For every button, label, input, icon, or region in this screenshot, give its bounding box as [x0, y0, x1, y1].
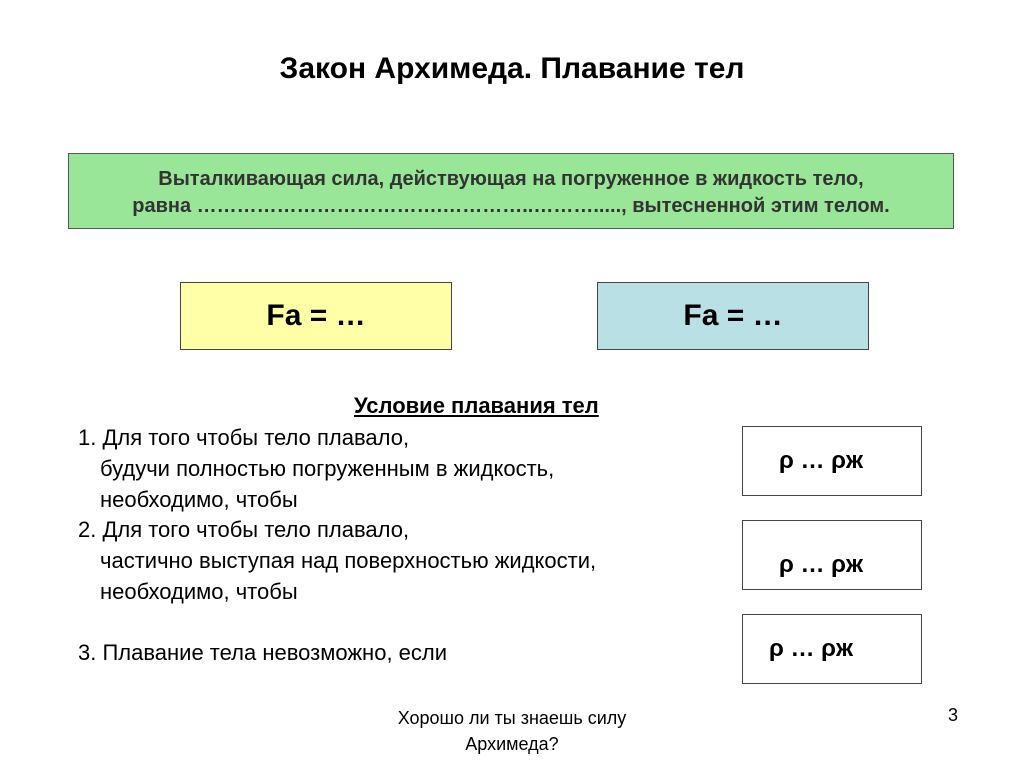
footer-line-1: Хорошо ли ты знаешь силу — [397, 708, 627, 728]
law-statement-line-1: Выталкивающая сила, действующая на погруженное в жидкость тело, — [158, 168, 864, 190]
condition-1-line-3: необходимо, чтобы — [100, 487, 298, 512]
formula-box-left — [180, 282, 452, 350]
law-statement-line-2: равна ……………………………….…………..………....., вытесненной этим телом. — [132, 195, 890, 217]
condition-1-line-2: будучи полностью погруженным в жидкость, — [100, 456, 555, 481]
answer-1-text: ρ … ρж — [779, 447, 864, 474]
condition-1-line-1: 1. Для того чтобы тело плавало, — [78, 425, 410, 450]
condition-2-line-3: необходимо, чтобы — [100, 579, 298, 604]
condition-2-line-1: 2. Для того чтобы тело плавало, — [78, 517, 410, 542]
law-statement-box — [68, 153, 954, 229]
formula-left-text: Fa = … — [266, 299, 366, 332]
formula-right-text: Fa = … — [683, 299, 783, 332]
conditions-heading: Условие плавания тел — [354, 393, 599, 418]
page-title: Закон Архимеда. Плавание тел — [279, 52, 745, 85]
answer-3-text: ρ … ρж — [769, 635, 854, 662]
condition-3-line-1: 3. Плавание тела невозможно, если — [78, 640, 448, 665]
condition-2-line-2: частично выступая над поверхностью жидкости, — [100, 548, 597, 573]
footer-line-2: Архимеда? — [465, 734, 559, 754]
answer-2-text: ρ … ρж — [779, 551, 864, 578]
page-number: 3 — [948, 705, 959, 725]
answer-box-1 — [742, 426, 922, 496]
formula-box-right — [597, 282, 869, 350]
answer-box-2 — [742, 520, 922, 590]
answer-box-3 — [742, 614, 922, 684]
footer-caption — [352, 705, 672, 757]
